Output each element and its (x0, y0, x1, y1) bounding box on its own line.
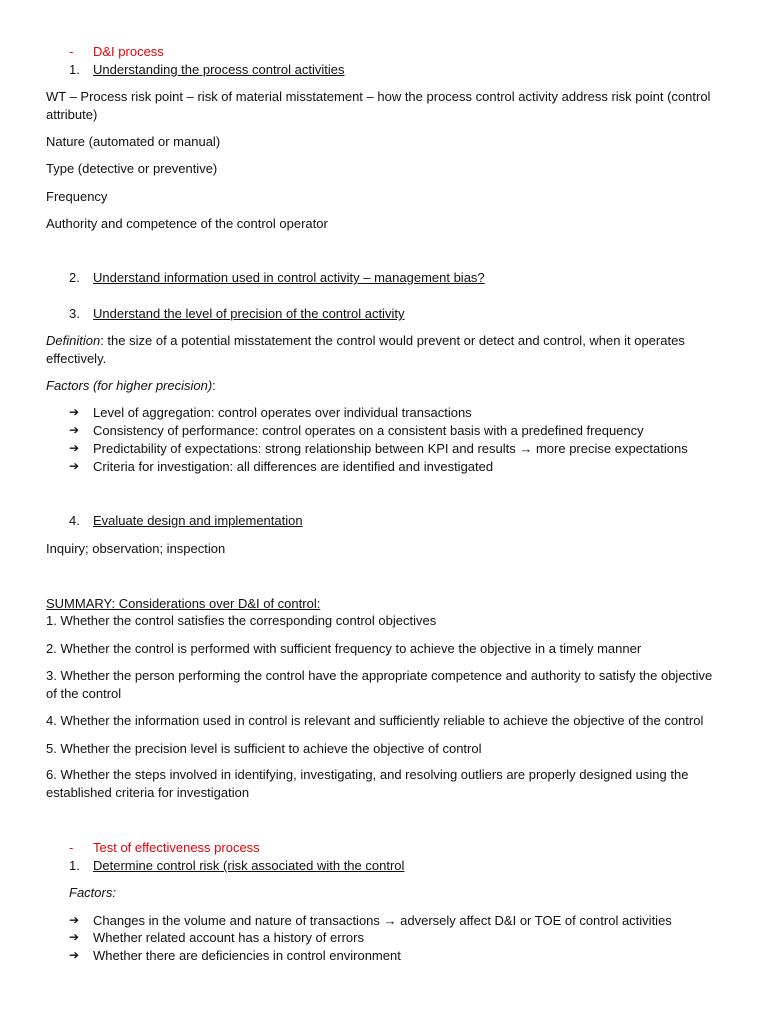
summary-title: SUMMARY: Considerations over D&I of control: (46, 596, 321, 611)
arrow-right-icon: ➔ (69, 405, 80, 419)
definition-text: : the size of a potential misstatement the control would prevent or detect and control, when it operates effectively. (46, 333, 685, 366)
list-item: Whether related account has a history of errors (93, 930, 364, 945)
summary-item: 1. Whether the control satisfies the corresponding control objectives (46, 613, 437, 628)
heading-dash: - (69, 44, 74, 59)
summary-item: 6. Whether the steps involved in identifying, investigating, and resolving outliers are properly designed using the established criteria for investigation (46, 767, 689, 800)
step-number: 4. (69, 513, 80, 528)
definition-label: Definition (46, 333, 101, 348)
inquiry-line: Inquiry; observation; inspection (46, 541, 226, 556)
step-number: 3. (69, 306, 80, 321)
step-heading: Understanding the process control activities (93, 62, 345, 77)
step-number: 2. (69, 270, 80, 285)
arrow-right-icon: ➔ (69, 913, 80, 927)
section-title-toe-process: Test of effectiveness process (93, 840, 260, 855)
summary-item: 3. Whether the person performing the control have the appropriate competence and authority to satisfy the objective of the control (46, 668, 713, 701)
step-heading: Determine control risk (risk associated with the control (93, 858, 405, 873)
heading-dash: - (69, 840, 74, 855)
list-item: Level of aggregation: control operates over individual transactions (93, 405, 472, 420)
step-number: 1. (69, 858, 80, 873)
definition-paragraph (46, 332, 726, 367)
attribute-nature: Nature (automated or manual) (46, 134, 221, 149)
step-heading: Understand the level of precision of the control activity (93, 306, 405, 321)
summary-item: 4. Whether the information used in control is relevant and sufficiently reliable to achieve the objective of the control (46, 713, 704, 728)
factors-label: Factors (for higher precision) (46, 378, 213, 393)
arrow-right-icon: ➔ (69, 930, 80, 944)
attribute-type: Type (detective or preventive) (46, 161, 218, 176)
step-number: 1. (69, 62, 80, 77)
arrow-right-icon: ➔ (69, 423, 80, 437)
list-item: Criteria for investigation: all differences are identified and investigated (93, 459, 494, 474)
list-item: Changes in the volume and nature of transactions → adversely affect D&I or TOE of control activities (93, 913, 672, 928)
summary-item: 5. Whether the precision level is sufficient to achieve the objective of control (46, 741, 482, 756)
arrow-right-icon: ➔ (69, 948, 80, 962)
arrow-right-icon: ➔ (69, 459, 80, 473)
list-item: Predictability of expectations: strong relationship between KPI and results → more precise expectations (93, 441, 688, 456)
step-heading: Evaluate design and implementation (93, 513, 303, 528)
factors-heading (46, 377, 216, 394)
factors-colon: : (212, 378, 216, 393)
wt-paragraph: WT – Process risk point – risk of material misstatement – how the process control activity address risk point (control attribute) (46, 89, 711, 122)
step-heading: Understand information used in control activity – management bias? (93, 270, 485, 285)
section-title-di-process: D&I process (93, 44, 164, 59)
attribute-authority: Authority and competence of the control operator (46, 216, 328, 231)
summary-item: 2. Whether the control is performed with sufficient frequency to achieve the objective in a timely manner (46, 641, 642, 656)
arrow-right-icon: ➔ (69, 441, 80, 455)
attribute-frequency: Frequency (46, 189, 108, 204)
factors-label: Factors: (69, 885, 116, 900)
list-item: Whether there are deficiencies in control environment (93, 948, 401, 963)
list-item: Consistency of performance: control operates on a consistent basis with a predefined frequency (93, 423, 644, 438)
